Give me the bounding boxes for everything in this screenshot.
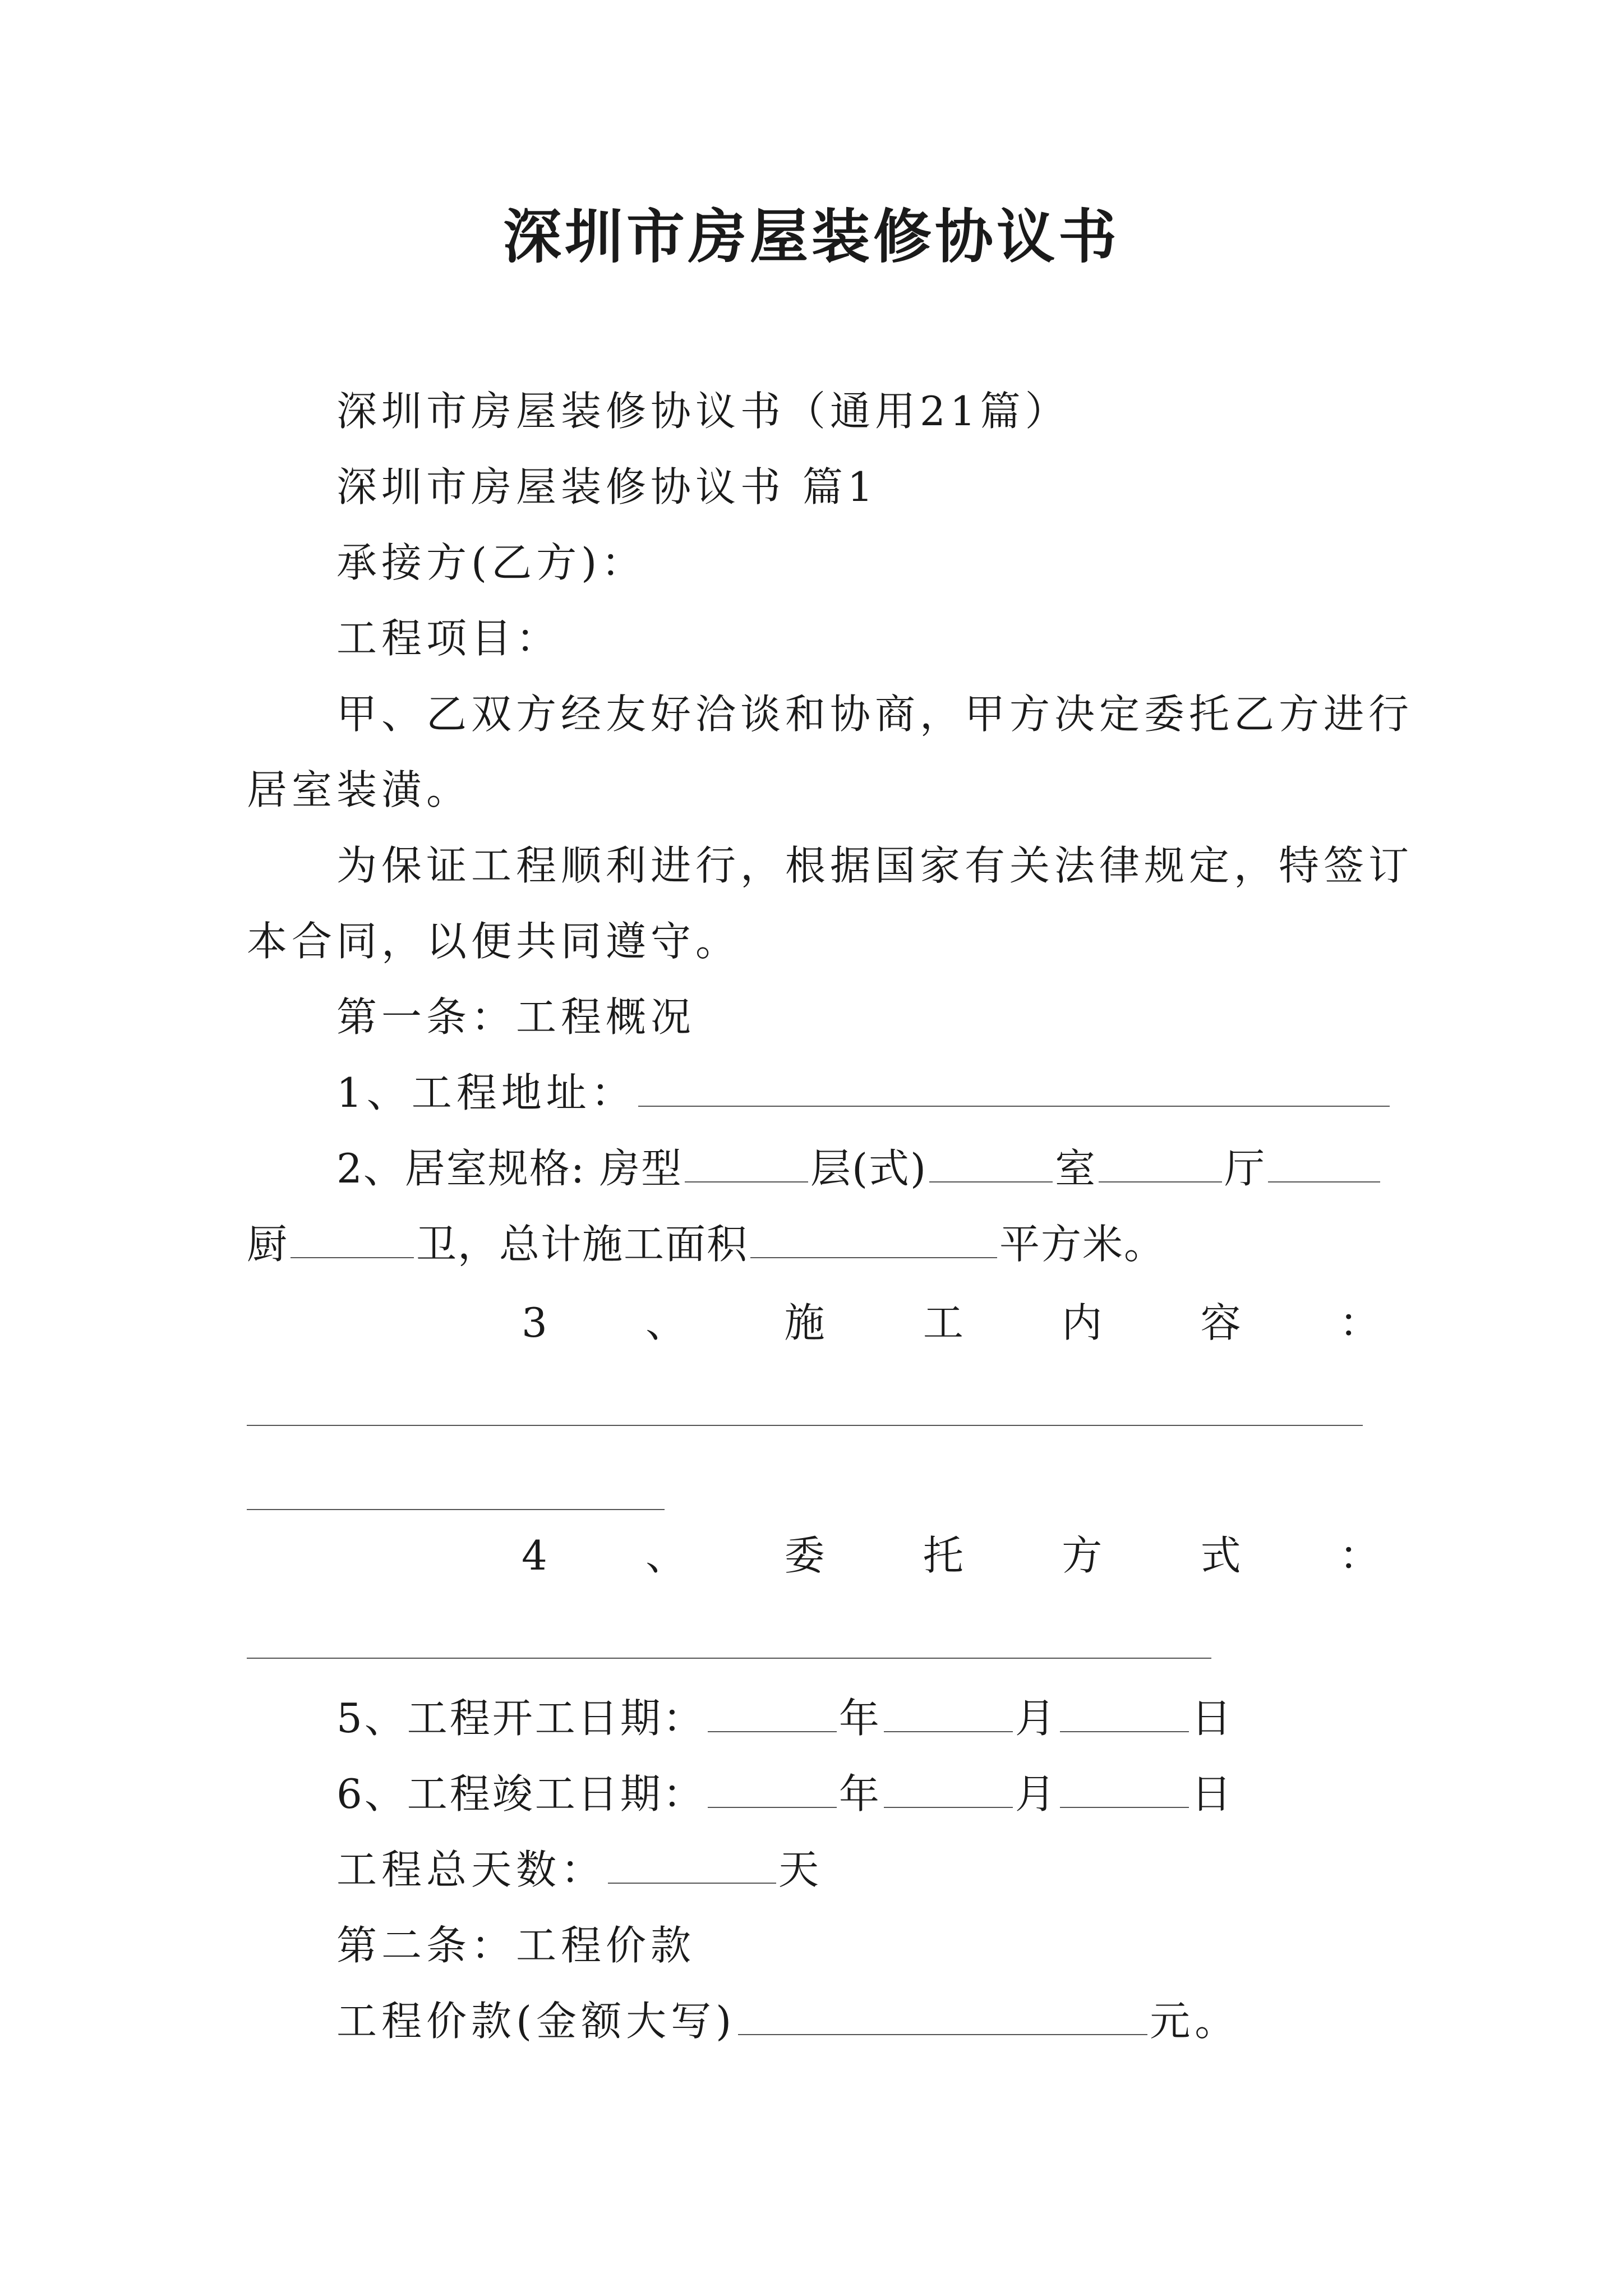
spec-line-2 — [247, 1220, 1165, 1268]
content-label-char: 内 — [1062, 1299, 1103, 1346]
contractor-line: 承接方(乙方)： — [336, 539, 647, 586]
paragraph-1-line-2: 居室装潢。 — [247, 766, 472, 813]
entrust-label-char: 委 — [784, 1532, 825, 1579]
address-blank[interactable] — [638, 1071, 1390, 1107]
start-year-blank[interactable] — [708, 1696, 837, 1732]
entrust-label-char: 托 — [923, 1532, 963, 1579]
page-title: 深圳市房屋装修协议书 — [502, 203, 1120, 271]
paragraph-2-line-1: 为保证工程顺利进行，根据国家有关法律规定，特签订 — [336, 842, 1414, 889]
hall-blank[interactable] — [1268, 1147, 1380, 1182]
article-1-heading: 第一条：工程概况 — [336, 993, 696, 1041]
price-line — [336, 1997, 1239, 2045]
spec-floor: 层(式) — [810, 1145, 928, 1192]
start-date-line — [336, 1694, 1234, 1742]
end-year-blank[interactable] — [708, 1772, 837, 1808]
total-days-unit: 天 — [778, 1846, 824, 1893]
start-year-unit: 年 — [838, 1695, 882, 1742]
spec-room: 室 — [1055, 1145, 1097, 1192]
price-unit: 元。 — [1150, 1998, 1240, 2045]
entrust-label-char: 方 — [1062, 1532, 1103, 1579]
article-2-heading: 第二条：工程价款 — [336, 1922, 696, 1969]
entrust-label-char: 式 — [1200, 1532, 1241, 1579]
room-blank[interactable] — [1099, 1147, 1222, 1182]
total-days-label: 工程总天数： — [336, 1846, 606, 1893]
price-label: 工程价款(金额大写) — [336, 1998, 736, 2045]
start-day-blank[interactable] — [1060, 1696, 1189, 1732]
content-label-char: 施 — [784, 1299, 825, 1346]
spec-kitchen: 厨 — [247, 1221, 289, 1268]
end-date-label: 6、工程竣工日期： — [336, 1770, 706, 1818]
entrust-label-char: ： — [1339, 1532, 1380, 1579]
content-blank-line-1[interactable] — [247, 1425, 1363, 1426]
spec-bath: 卫，总计施工面积 — [416, 1221, 749, 1268]
entrust-label — [336, 1531, 1380, 1580]
entrust-blank-line[interactable] — [247, 1658, 1211, 1659]
content-label — [336, 1299, 1380, 1347]
content-label-char: ： — [1339, 1299, 1380, 1346]
subtitle: 深圳市房屋装修协议书（通用21篇） — [336, 388, 1070, 435]
start-day-unit: 日 — [1191, 1695, 1234, 1742]
total-days-blank[interactable] — [608, 1848, 776, 1884]
paragraph-2-line-2: 本合同，以便共同遵守。 — [247, 918, 741, 965]
section-heading: 深圳市房屋装修协议书 篇1 — [336, 463, 878, 510]
area-blank[interactable] — [750, 1222, 997, 1258]
spec-label: 2、居室规格: 房型 — [336, 1145, 683, 1192]
spec-hall: 厅 — [1224, 1145, 1266, 1192]
end-date-line — [336, 1770, 1234, 1818]
end-month-unit: 月 — [1015, 1770, 1058, 1818]
end-year-unit: 年 — [838, 1770, 882, 1818]
entrust-label-char: 4 — [522, 1532, 547, 1579]
paragraph-1-line-1: 甲、乙双方经友好洽谈和协商，甲方决定委托乙方进行 — [336, 691, 1414, 738]
end-day-unit: 日 — [1191, 1770, 1234, 1818]
project-item-line: 工程项目： — [336, 615, 561, 662]
content-label-char: 、 — [645, 1299, 686, 1346]
house-type-blank[interactable] — [685, 1147, 808, 1182]
content-blank-line-2[interactable] — [247, 1509, 665, 1510]
content-label-char: 3 — [522, 1299, 547, 1346]
floor-blank[interactable] — [929, 1147, 1053, 1182]
spec-unit: 平方米。 — [999, 1221, 1166, 1268]
address-label: 1、工程地址： — [336, 1069, 636, 1116]
content-label-char: 工 — [923, 1299, 963, 1346]
address-line — [336, 1069, 1392, 1117]
entrust-label-char: 、 — [645, 1532, 686, 1579]
spec-line-1 — [336, 1144, 1382, 1193]
start-month-unit: 月 — [1015, 1695, 1058, 1742]
kitchen-blank[interactable] — [291, 1222, 414, 1258]
end-day-blank[interactable] — [1060, 1772, 1189, 1808]
end-month-blank[interactable] — [884, 1772, 1013, 1808]
total-days-line — [336, 1846, 823, 1894]
start-date-label: 5、工程开工日期： — [336, 1695, 706, 1742]
start-month-blank[interactable] — [884, 1696, 1013, 1732]
content-label-char: 容 — [1200, 1299, 1241, 1346]
price-blank[interactable] — [738, 1999, 1147, 2035]
